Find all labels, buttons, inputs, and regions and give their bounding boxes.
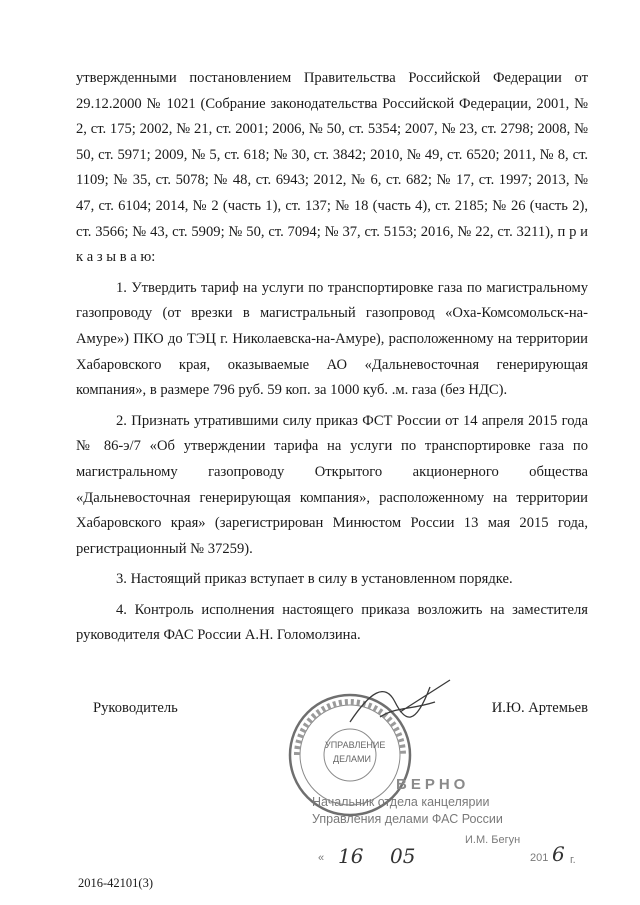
document-number: 2016-42101(3)	[78, 876, 153, 890]
stamp-officer-name: И.М. Бегун	[465, 834, 521, 846]
paragraph-continuation: утвержденными постановлением Правительства Российской Федерации от 29.12.2000 № 1021 (Собрание законодательства Российской Федерации, 2001, № 2, ст. 175; 2002, № 21, ст. 2001; 2006, № 50, ст. 5354; 2007, № 23, ст. 2798; 2008, № 50, ст. 5971; 2009, № 5, ст. 618; № 30, ст. 3842; 2010, № 49, ст. 6520; 2011, № 8, ст. 1109; № 35, ст. 5078; № 48, ст. 6943; 2012, № 6, ст. 682; № 17, ст. 1997; 2013, № 47, ст. 6104; 2014, № 2 (часть 1), ст. 137; № 18 (часть 4), ст. 2185; № 26 (часть 2), ст. 3566; № 43, ст. 5909; № 50, ст. 7094; № 37, ст. 5153; 2016, № 22, ст. 3211), п р и к а з ы в а ю:	[76, 70, 588, 266]
stamp-year-prefix: 201	[530, 852, 549, 864]
paragraph-item-3: 3. Настоящий приказ вступает в силу в установленном порядке.	[116, 571, 513, 588]
paragraph-item-4: 4. Контроль исполнения настоящего приказа возложить на заместителя руководителя ФАС России А.Н. Голомолзина.	[76, 601, 588, 644]
paragraph-item-2: 2. Признать утратившими силу приказ ФСТ России от 14 апреля 2015 года № 86-э/7 «Об утверждении тарифа на услуги по транспортировке газа по магистральному газопроводу Открытого акционерного общества «Дальневосточная генерирующая компания», расположенному на территории Хабаровского края» (зарегистрирован Минюстом России 13 мая 2015 года, регистрационный № 37259).	[76, 412, 588, 557]
signatory-name: И.Ю. Артемьев	[491, 700, 588, 716]
stamp-year-suffix: г.	[570, 854, 576, 866]
stamp-position-line-1: Начальник отдела канцелярии	[312, 795, 490, 809]
seal-text-2: ДЕЛАМИ	[333, 754, 371, 764]
handwritten-signature	[340, 672, 460, 732]
stamp-month: 05	[390, 844, 416, 868]
document-body	[76, 66, 588, 649]
stamp-day: 16	[338, 844, 364, 868]
signatory-title: Руководитель	[93, 700, 178, 716]
certification-stamp	[300, 770, 590, 872]
stamp-date-prefix: «	[318, 852, 325, 864]
seal-text-1: УПРАВЛЕНИЕ	[325, 740, 386, 750]
stamp-year-digit: 6	[552, 842, 565, 866]
stamp-heading: ВЕРНО	[396, 776, 470, 793]
stamp-position-line-2: Управления делами ФАС России	[312, 812, 503, 826]
paragraph-item-1: 1. Утвердить тариф на услуги по транспортировке газа по магистральному газопроводу (от врезки в магистральный газопровод «Оха-Комсомольск-на-Амуре») ПКО до ТЭЦ г. Николаевска-на-Амуре), расположенному на территории Хабаровского края, оказываемые АО «Дальневосточная генерирующая компания», в размере 796 руб. 59 коп. за 1000 куб. .м. газа (без НДС).	[76, 279, 588, 399]
